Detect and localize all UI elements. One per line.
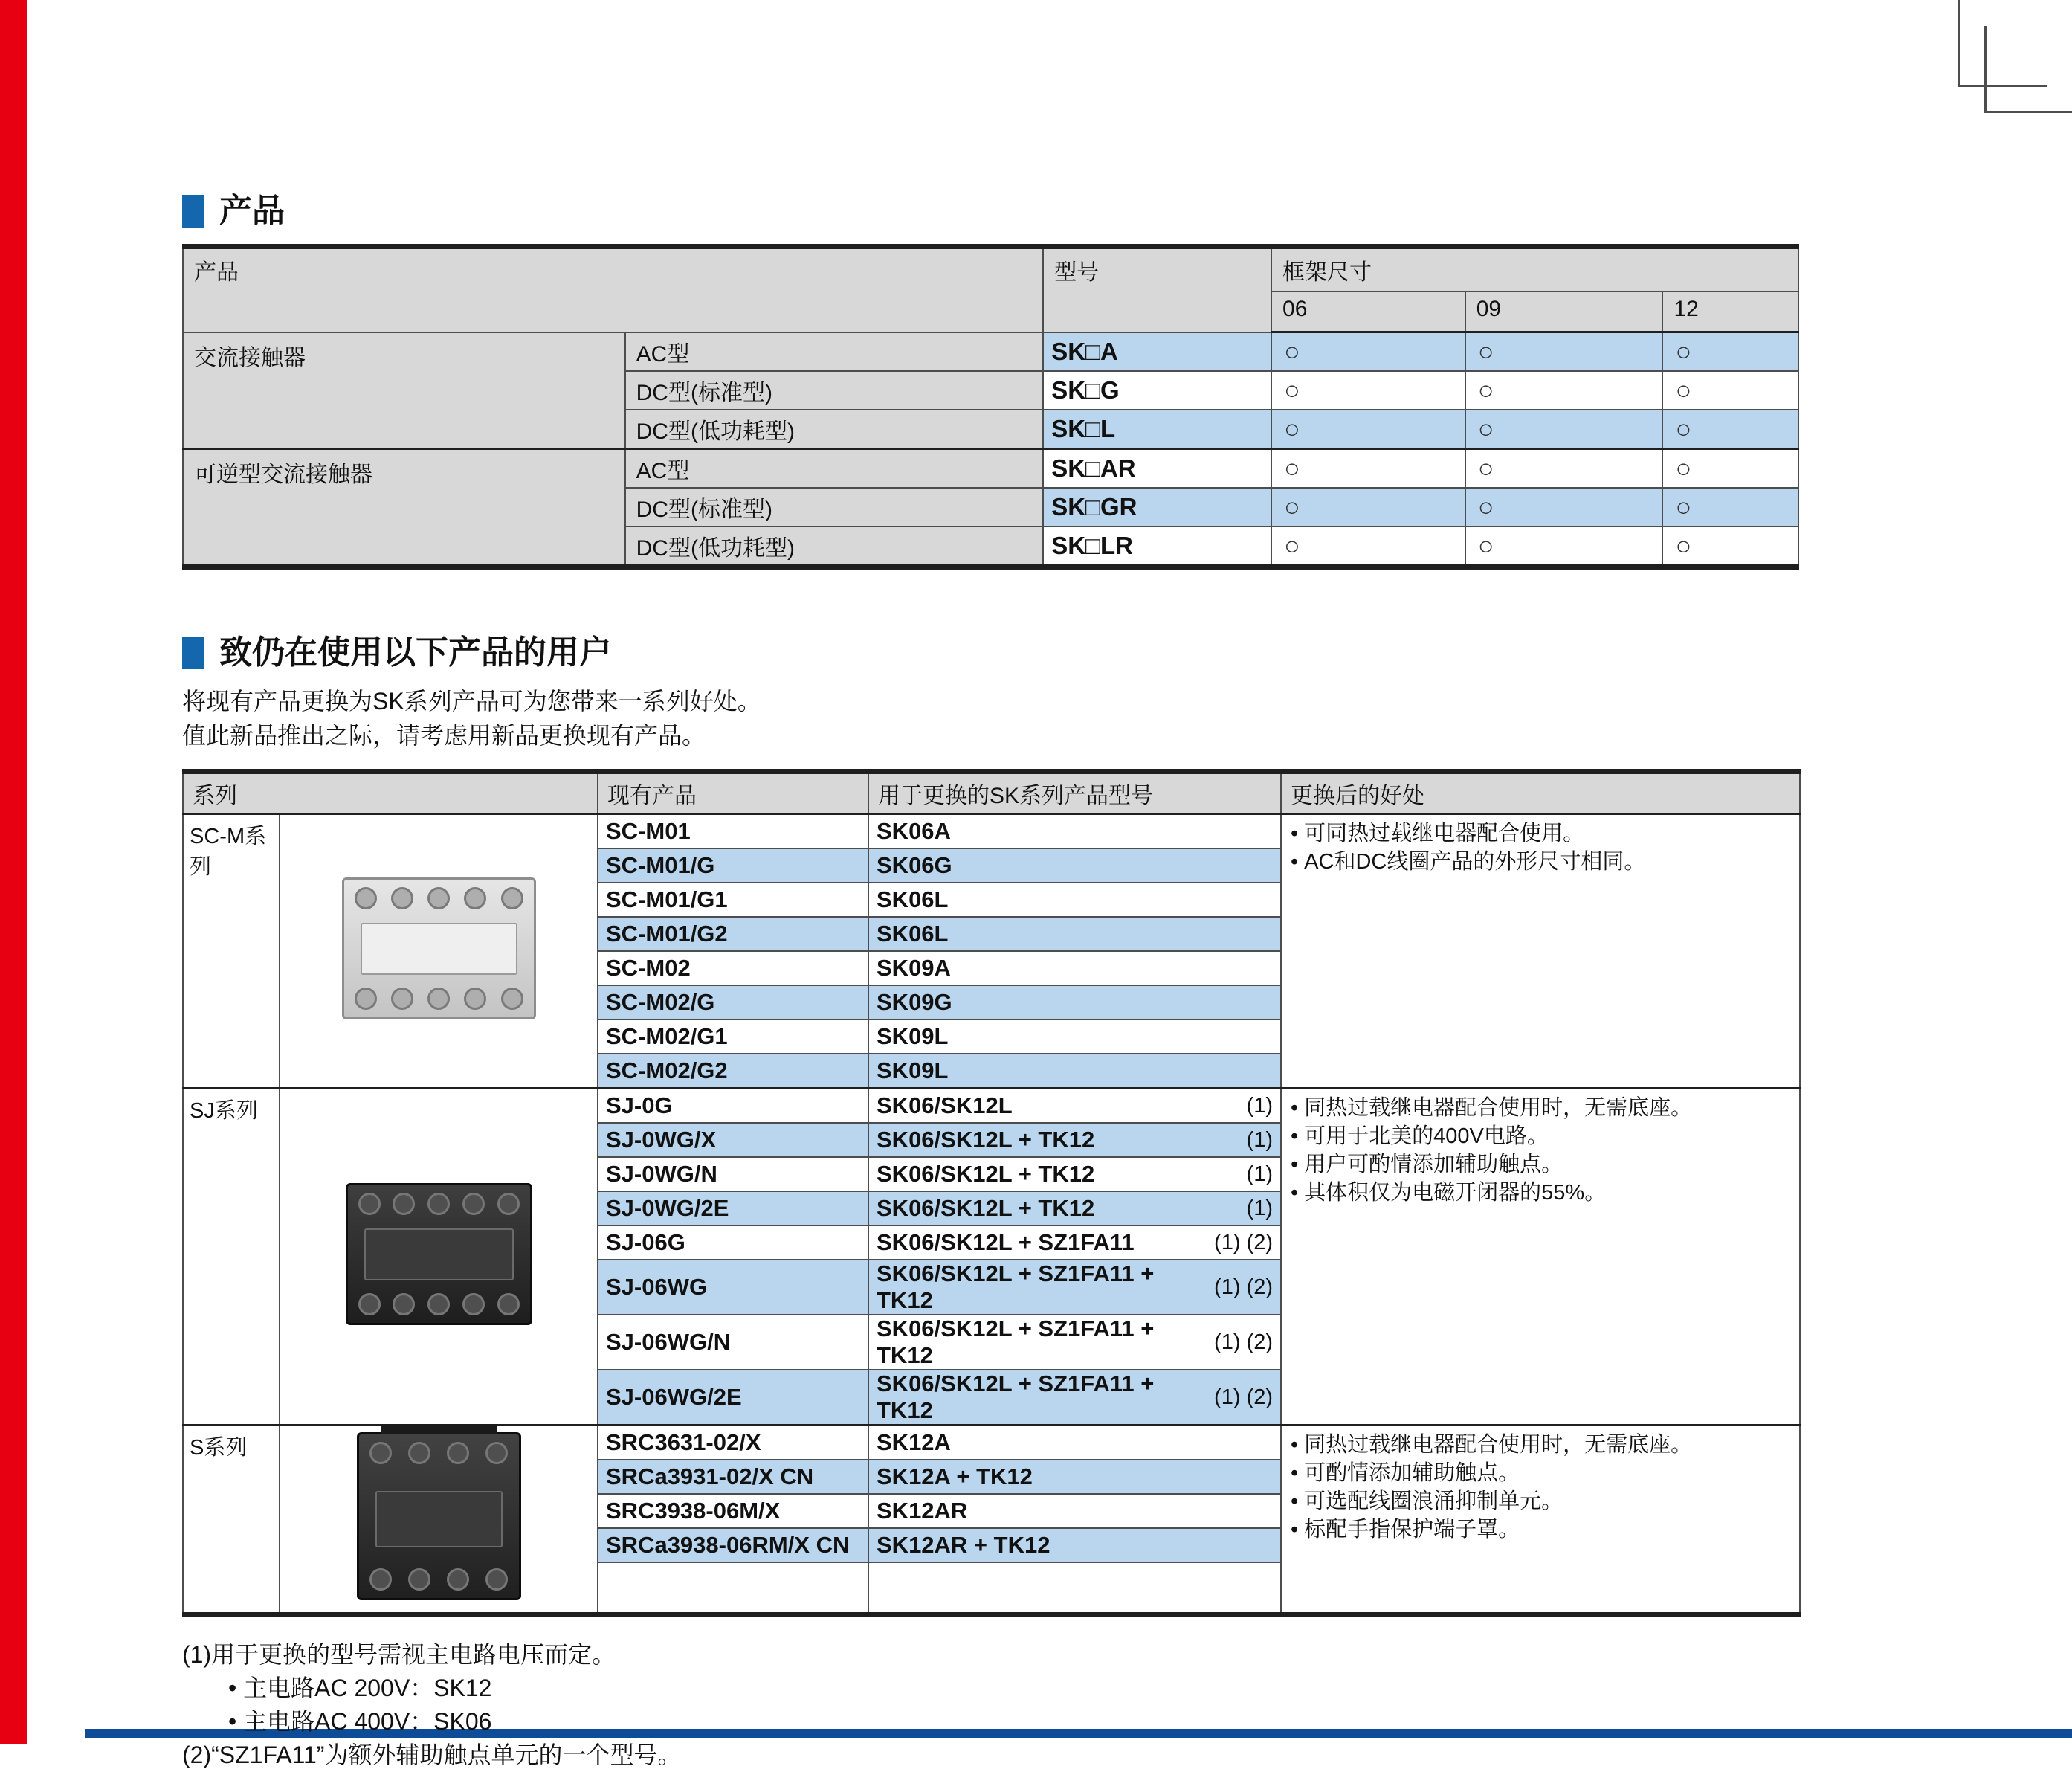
terminal-screw-icon <box>355 988 377 1010</box>
photo-terminals <box>358 1293 520 1315</box>
footnote-line <box>182 1705 1799 1739</box>
product-model: SK□GR <box>1043 488 1271 526</box>
col-header-series: 系列 <box>183 772 598 814</box>
footnote-text: (1)用于更换的型号需视主电路电压而定。 <box>182 1641 616 1668</box>
current-product-model: SC-M01/G1 <box>598 883 868 917</box>
replacement-model-text: SK09L <box>877 1057 949 1083</box>
replacement-model-text: SK06/SK12L + TK12 <box>877 1161 1095 1187</box>
replacement-model-wrap <box>877 1057 1273 1084</box>
terminal-screw-icon <box>462 1193 485 1215</box>
replacement-model-wrap <box>877 1463 1273 1490</box>
bullet-icon: • <box>1291 1153 1299 1176</box>
photo-label-plate <box>375 1491 503 1547</box>
availability-mark-icon: ○ <box>1271 488 1465 526</box>
replacement-product-model <box>868 1019 1281 1054</box>
replacement-model-text: SK09A <box>877 955 951 981</box>
availability-mark-icon: ○ <box>1662 526 1798 567</box>
replacement-product-model <box>868 1225 1281 1260</box>
intro-line: 将现有产品更换为SK系列产品可为您带来一系列好处。 <box>182 688 761 715</box>
availability-mark-icon: ○ <box>1271 449 1465 489</box>
replacement-model-text: SK06L <box>877 886 949 912</box>
product-type: AC型 <box>625 332 1044 372</box>
terminal-screw-icon <box>462 1293 485 1315</box>
replacement-model-wrap <box>877 886 1273 913</box>
replacement-footnote-ref: (1) (2) <box>1214 1330 1273 1354</box>
benefit-item <box>1291 848 1790 876</box>
replacement-product-model <box>868 883 1281 917</box>
replacement-model-wrap <box>877 1498 1273 1524</box>
terminal-screw-icon <box>464 988 486 1010</box>
bullet-icon: • <box>1291 1518 1299 1541</box>
replacement-table <box>182 769 1801 1617</box>
product-model: SK□AR <box>1043 449 1271 489</box>
series-photo-cell <box>280 1425 598 1615</box>
bullet-icon: • <box>1291 1096 1299 1120</box>
current-product-model: SRC3938-06M/X <box>598 1494 868 1528</box>
replacement-product-model <box>868 985 1281 1019</box>
crop-mark-icon <box>1958 85 2047 87</box>
current-product-model: SJ-0WG/X <box>598 1123 868 1157</box>
terminal-screw-icon <box>447 1442 469 1464</box>
replacement-model-text: SK06L <box>877 921 949 947</box>
col-header-current: 现有产品 <box>598 772 868 814</box>
section-heading-replace <box>182 634 1799 672</box>
photo-label-plate <box>364 1228 514 1280</box>
col-header-benefits: 更换后的好处 <box>1281 772 1800 814</box>
product-model: SK□L <box>1043 410 1271 449</box>
replacement-model-wrap <box>877 1161 1273 1188</box>
availability-mark-icon: ○ <box>1465 371 1663 410</box>
photo-bracket <box>381 1424 497 1434</box>
current-product-model: SRCa3938-06RM/X CN <box>598 1528 868 1562</box>
terminal-screw-icon <box>427 1293 450 1315</box>
page-edge-red-bar <box>0 0 27 1744</box>
benefits-cell <box>1281 1089 1800 1425</box>
current-product-model: SJ-0WG/2E <box>598 1191 868 1225</box>
bullet-icon: • <box>1291 850 1299 874</box>
terminal-screw-icon <box>485 1442 508 1464</box>
s-contactor-photo <box>357 1432 521 1600</box>
product-group-name: 可逆型交流接触器 <box>183 449 625 567</box>
sc-m-contactor-photo <box>342 877 536 1019</box>
availability-mark-icon: ○ <box>1662 371 1798 410</box>
crop-mark-icon <box>1984 26 1987 113</box>
replacement-table-row <box>183 1425 1800 1460</box>
availability-mark-icon: ○ <box>1662 449 1798 489</box>
section-marker-icon <box>182 195 204 228</box>
benefit-item <box>1291 1094 1790 1122</box>
series-label: SC-M系列 <box>183 814 280 1089</box>
replacement-model-wrap <box>877 1429 1273 1456</box>
replacement-product-model <box>868 848 1281 883</box>
col-header-product: 产品 <box>183 247 1043 332</box>
terminal-screw-icon <box>501 887 523 909</box>
replacement-model-wrap <box>877 818 1273 845</box>
replacement-product-model <box>868 1315 1281 1370</box>
bullet-icon: • <box>228 1675 244 1701</box>
benefits-cell <box>1281 814 1800 1089</box>
availability-mark-icon: ○ <box>1662 410 1798 449</box>
products-table <box>182 244 1799 570</box>
replacement-product-model <box>868 1528 1281 1562</box>
product-type: AC型 <box>625 449 1044 489</box>
current-product-model: SC-M01 <box>598 814 868 849</box>
col-header-model: 型号 <box>1043 247 1271 332</box>
availability-mark-icon: ○ <box>1465 449 1663 489</box>
benefits-cell <box>1281 1425 1800 1615</box>
replacement-model-text: SK06/SK12L + TK12 <box>877 1195 1095 1221</box>
replacement-model-wrap <box>877 955 1273 982</box>
availability-mark-icon: ○ <box>1271 526 1465 567</box>
benefit-text: 可同热过载继电器配合使用。 <box>1304 822 1585 845</box>
availability-mark-icon: ○ <box>1662 488 1798 526</box>
bullet-icon: • <box>228 1708 244 1735</box>
replacement-product-model <box>868 917 1281 951</box>
photo-terminals <box>358 1193 520 1215</box>
availability-mark-icon: ○ <box>1465 332 1663 372</box>
footnotes <box>182 1638 1799 1772</box>
replacement-model-wrap <box>877 1370 1273 1424</box>
product-type: DC型(标准型) <box>625 488 1044 526</box>
terminal-screw-icon <box>369 1568 392 1591</box>
replacement-model-wrap <box>877 852 1273 879</box>
terminal-screw-icon <box>427 887 450 909</box>
current-product-model: SRC3631-02/X <box>598 1425 868 1460</box>
terminal-screw-icon <box>393 1193 415 1215</box>
replacement-model-text: SK06/SK12L <box>877 1092 1013 1118</box>
benefit-item <box>1291 1515 1790 1544</box>
replacement-product-model <box>868 814 1281 849</box>
replacement-model-text: SK06/SK12L + TK12 <box>877 1127 1095 1153</box>
replacement-footnote-ref: (1) (2) <box>1214 1385 1273 1409</box>
terminal-screw-icon <box>358 1293 381 1315</box>
benefit-text: 同热过载继电器配合使用时，无需底座。 <box>1304 1433 1693 1457</box>
replacement-model-text: SK06/SK12L + SZ1FA11 + TK12 <box>877 1370 1155 1423</box>
availability-mark-icon: ○ <box>1465 488 1663 526</box>
benefit-item <box>1291 819 1790 848</box>
current-product-model: SRCa3931-02/X CN <box>598 1460 868 1494</box>
current-product-model: SJ-0G <box>598 1089 868 1124</box>
replacement-model-text: SK09G <box>877 989 952 1015</box>
replacement-footnote-ref: (1) (2) <box>1214 1275 1273 1299</box>
footnote-line <box>182 1672 1799 1705</box>
benefit-item <box>1291 1487 1790 1515</box>
replacement-product-model <box>868 1370 1281 1425</box>
intro-line: 值此新品推出之际，请考虑用新品更换现有产品。 <box>182 722 706 749</box>
replacement-model-text: SK06A <box>877 818 951 844</box>
replacement-table-row <box>183 814 1800 849</box>
terminal-screw-icon <box>369 1442 392 1464</box>
replacement-model-text: SK12A <box>877 1429 951 1455</box>
availability-mark-icon: ○ <box>1662 332 1798 372</box>
replacement-model-wrap <box>877 1195 1273 1222</box>
benefit-text: 其体积仅为电磁开闭器的55%。 <box>1304 1181 1607 1205</box>
terminal-screw-icon <box>391 988 413 1010</box>
section-heading-products-label: 产品 <box>219 193 285 229</box>
replacement-footnote-ref: (1) (2) <box>1214 1230 1273 1254</box>
col-header-frame: 框架尺寸 <box>1271 247 1798 292</box>
benefit-text: 标配手指保护端子罩。 <box>1304 1518 1520 1541</box>
current-product-model: SC-M02 <box>598 951 868 985</box>
footnote-text: (2)“SZ1FA11”为额外辅助触点单元的一个型号。 <box>182 1742 682 1768</box>
section-marker-icon <box>182 637 204 669</box>
benefit-item <box>1291 1459 1790 1487</box>
empty-cell <box>868 1562 1281 1615</box>
replacement-product-model <box>868 1089 1281 1124</box>
replacement-footnote-ref: (1) <box>1246 1127 1273 1152</box>
replacement-model-wrap <box>877 1023 1273 1050</box>
footnote-text: 主电路AC 200V：SK12 <box>243 1675 492 1701</box>
terminal-screw-icon <box>501 988 523 1010</box>
photo-terminals <box>369 1442 509 1464</box>
current-product-model: SJ-0WG/N <box>598 1157 868 1191</box>
terminal-screw-icon <box>485 1568 508 1591</box>
replacement-product-model <box>868 1123 1281 1157</box>
crop-mark-icon <box>1984 111 2072 113</box>
benefit-text: 用户可酌情添加辅助触点。 <box>1304 1153 1563 1176</box>
replacement-model-wrap <box>877 1092 1273 1119</box>
crop-mark-icon <box>1958 0 1960 87</box>
photo-terminals <box>355 887 523 909</box>
terminal-screw-icon <box>355 887 377 909</box>
bullet-icon: • <box>1291 1124 1299 1148</box>
terminal-screw-icon <box>358 1193 381 1215</box>
replacement-product-model <box>868 1157 1281 1191</box>
replacement-product-model <box>868 1054 1281 1089</box>
terminal-screw-icon <box>464 887 486 909</box>
replacement-model-text: SK12AR <box>877 1498 968 1524</box>
series-photo-cell <box>280 1089 598 1425</box>
current-product-model: SJ-06WG/N <box>598 1315 868 1370</box>
replacement-model-text: SK06/SK12L + SZ1FA11 <box>877 1229 1135 1255</box>
section-heading-products <box>182 192 1799 231</box>
current-product-model: SC-M02/G <box>598 985 868 1019</box>
replacement-footnote-ref: (1) <box>1246 1162 1273 1186</box>
current-product-model: SC-M01/G <box>598 848 868 883</box>
benefit-text: 同热过载继电器配合使用时，无需底座。 <box>1304 1096 1693 1120</box>
replacement-product-model <box>868 1494 1281 1528</box>
sj-contactor-photo <box>346 1183 532 1325</box>
replacement-product-model <box>868 1191 1281 1225</box>
replacement-product-model <box>868 1460 1281 1494</box>
replacement-footnote-ref: (1) <box>1246 1196 1273 1220</box>
replacement-model-wrap <box>877 1315 1273 1369</box>
photo-label-plate <box>361 923 517 975</box>
product-model: SK□A <box>1043 332 1271 372</box>
footnote-line <box>182 1739 1799 1772</box>
col-header-frame-06: 06 <box>1271 291 1465 332</box>
page-content <box>182 192 1799 1772</box>
replacement-product-model <box>868 1260 1281 1315</box>
terminal-screw-icon <box>447 1568 469 1591</box>
bullet-icon: • <box>1291 1433 1299 1457</box>
benefit-text: 可酌情添加辅助触点。 <box>1304 1461 1520 1485</box>
footnote-text: 主电路AC 400V：SK06 <box>243 1708 492 1735</box>
replacement-footnote-ref: (1) <box>1246 1093 1273 1118</box>
replacement-model-wrap <box>877 1260 1273 1314</box>
terminal-screw-icon <box>427 1193 450 1215</box>
col-header-replacement: 用于更换的SK系列产品型号 <box>868 772 1281 814</box>
product-model: SK□G <box>1043 371 1271 410</box>
replacement-model-text: SK12AR + TK12 <box>877 1532 1050 1558</box>
availability-mark-icon: ○ <box>1271 332 1465 372</box>
current-product-model: SC-M01/G2 <box>598 917 868 951</box>
replacement-model-text: SK06/SK12L + SZ1FA11 + TK12 <box>877 1315 1155 1368</box>
current-product-model: SJ-06WG <box>598 1260 868 1315</box>
benefit-item <box>1291 1150 1790 1179</box>
terminal-screw-icon <box>408 1442 430 1464</box>
terminal-screw-icon <box>497 1193 520 1215</box>
benefit-text: 可选配线圈浪涌抑制单元。 <box>1304 1489 1563 1513</box>
bullet-icon: • <box>1291 1461 1299 1485</box>
col-header-frame-09: 09 <box>1465 291 1663 332</box>
replacement-model-wrap <box>877 989 1273 1016</box>
availability-mark-icon: ○ <box>1465 526 1663 567</box>
product-type: DC型(低功耗型) <box>625 410 1044 449</box>
terminal-screw-icon <box>391 887 413 909</box>
empty-cell <box>598 1562 868 1615</box>
benefit-text: 可用于北美的400V电路。 <box>1304 1124 1549 1148</box>
replacement-product-model <box>868 951 1281 985</box>
current-product-model: SJ-06G <box>598 1225 868 1260</box>
series-label: S系列 <box>183 1425 280 1615</box>
photo-terminals <box>355 988 523 1010</box>
availability-mark-icon: ○ <box>1465 410 1663 449</box>
photo-terminals <box>369 1568 509 1591</box>
bullet-icon: • <box>1291 822 1299 845</box>
terminal-screw-icon <box>427 988 450 1010</box>
current-product-model: SJ-06WG/2E <box>598 1370 868 1425</box>
replacement-model-wrap <box>877 1532 1273 1559</box>
replacement-model-text: SK09L <box>877 1023 949 1049</box>
footnote-line <box>182 1638 1799 1672</box>
replacement-product-model <box>868 1425 1281 1460</box>
replacement-model-wrap <box>877 921 1273 947</box>
section-heading-replace-label: 致仍在使用以下产品的用户 <box>219 634 612 671</box>
replacement-model-wrap <box>877 1127 1273 1153</box>
series-photo-cell <box>280 814 598 1089</box>
benefit-item <box>1291 1122 1790 1150</box>
terminal-screw-icon <box>497 1293 520 1315</box>
replacement-table-row <box>183 1089 1800 1124</box>
product-table-row <box>183 449 1798 489</box>
replacement-model-text: SK06G <box>877 852 952 878</box>
replacement-model-wrap <box>877 1229 1273 1256</box>
terminal-screw-icon <box>393 1293 415 1315</box>
benefit-text: AC和DC线圈产品的外形尺寸相同。 <box>1304 850 1646 874</box>
benefit-item <box>1291 1431 1790 1459</box>
product-type: DC型(标准型) <box>625 371 1044 410</box>
replacement-model-text: SK06/SK12L + SZ1FA11 + TK12 <box>877 1260 1155 1313</box>
current-product-model: SC-M02/G1 <box>598 1019 868 1054</box>
availability-mark-icon: ○ <box>1271 410 1465 449</box>
bullet-icon: • <box>1291 1489 1299 1513</box>
current-product-model: SC-M02/G2 <box>598 1054 868 1089</box>
series-label: SJ系列 <box>183 1089 280 1425</box>
availability-mark-icon: ○ <box>1271 371 1465 410</box>
product-model: SK□LR <box>1043 526 1271 567</box>
bullet-icon: • <box>1291 1181 1299 1205</box>
product-type: DC型(低功耗型) <box>625 526 1044 567</box>
terminal-screw-icon <box>408 1568 430 1591</box>
replacement-model-text: SK12A + TK12 <box>877 1463 1033 1489</box>
col-header-frame-12: 12 <box>1662 291 1798 332</box>
product-table-row <box>183 332 1798 372</box>
product-group-name: 交流接触器 <box>183 332 625 449</box>
benefit-item <box>1291 1179 1790 1207</box>
